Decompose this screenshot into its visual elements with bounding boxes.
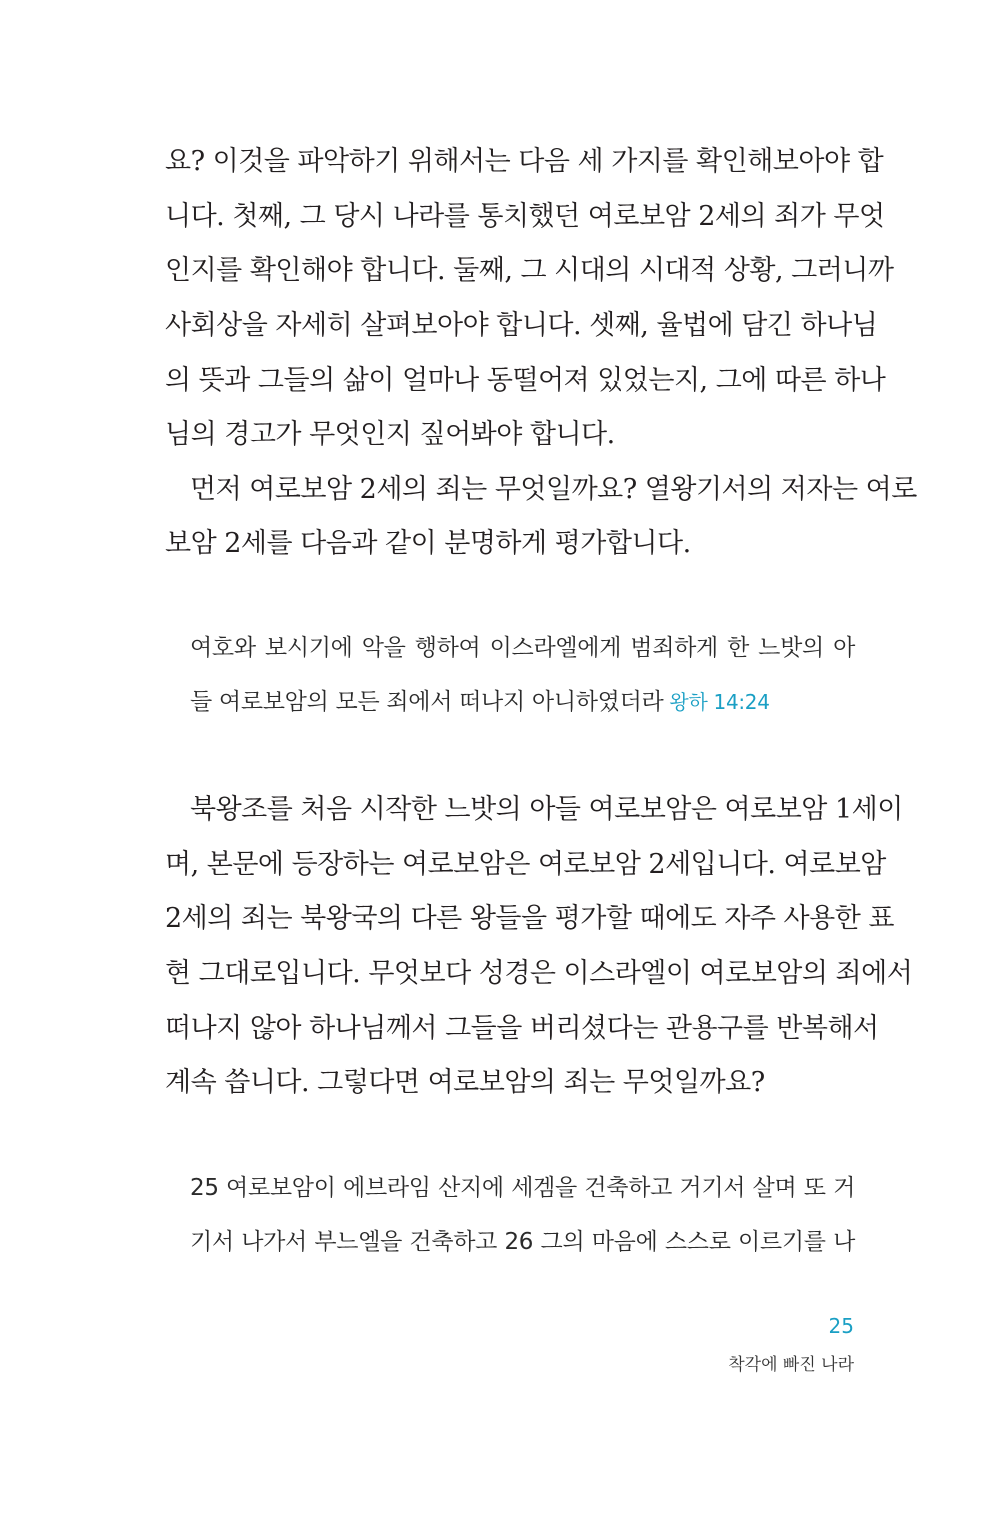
text-line: 님의 경고가 무엇인지 짚어봐야 합니다. xyxy=(165,419,615,450)
page-number: 25 xyxy=(828,1314,854,1338)
quote-text: 들 여로보암의 모든 죄에서 떠나지 아니하였더라 xyxy=(190,689,664,715)
text-line: 2세의 죄는 북왕국의 다른 왕들을 평가할 때에도 자주 사용한 표 xyxy=(165,903,894,934)
running-footer-title: 착각에 빠진 나라 xyxy=(728,1355,854,1375)
text-line: 요? 이것을 파악하기 위해서는 다음 세 가지를 확인해보아야 합 xyxy=(165,146,884,177)
text-line: 사회상을 자세히 살펴보아야 합니다. 셋째, 율법에 담긴 하나님 xyxy=(165,310,878,341)
scripture-reference: 왕하 14:24 xyxy=(669,690,770,714)
text-line: 의 뜻과 그들의 삶이 얼마나 동떨어져 있었는지, 그에 따른 하나 xyxy=(165,365,886,396)
quote-line: 여호와 보시기에 악을 행하여 이스라엘에게 범죄하게 한 느밧의 아 xyxy=(190,635,855,661)
quote-line xyxy=(190,684,855,720)
quote-line: 25 여로보암이 에브라임 산지에 세겜을 건축하고 거기서 살며 또 거 xyxy=(190,1175,855,1201)
text-line: 니다. 첫째, 그 당시 나라를 통치했던 여로보암 2세의 죄가 무엇 xyxy=(165,201,885,232)
text-line: 북왕조를 처음 시작한 느밧의 아들 여로보암은 여로보암 1세이 xyxy=(190,794,903,825)
text-line: 떠나지 않아 하나님께서 그들을 버리셨다는 관용구를 반복해서 xyxy=(165,1013,879,1044)
text-line: 인지를 확인해야 합니다. 둘째, 그 시대의 시대적 상황, 그러니까 xyxy=(165,255,894,286)
text-line: 계속 씁니다. 그렇다면 여로보암의 죄는 무엇일까요? xyxy=(165,1067,765,1098)
quote-line: 기서 나가서 부느엘을 건축하고 26 그의 마음에 스스로 이르기를 나 xyxy=(190,1229,855,1255)
text-line: 보암 2세를 다음과 같이 분명하게 평가합니다. xyxy=(165,528,691,559)
text-line: 먼저 여로보암 2세의 죄는 무엇일까요? 열왕기서의 저자는 여로 xyxy=(190,474,917,505)
text-line: 며, 본문에 등장하는 여로보암은 여로보암 2세입니다. 여로보암 xyxy=(165,849,886,880)
text-line: 현 그대로입니다. 무엇보다 성경은 이스라엘이 여로보암의 죄에서 xyxy=(165,958,913,989)
